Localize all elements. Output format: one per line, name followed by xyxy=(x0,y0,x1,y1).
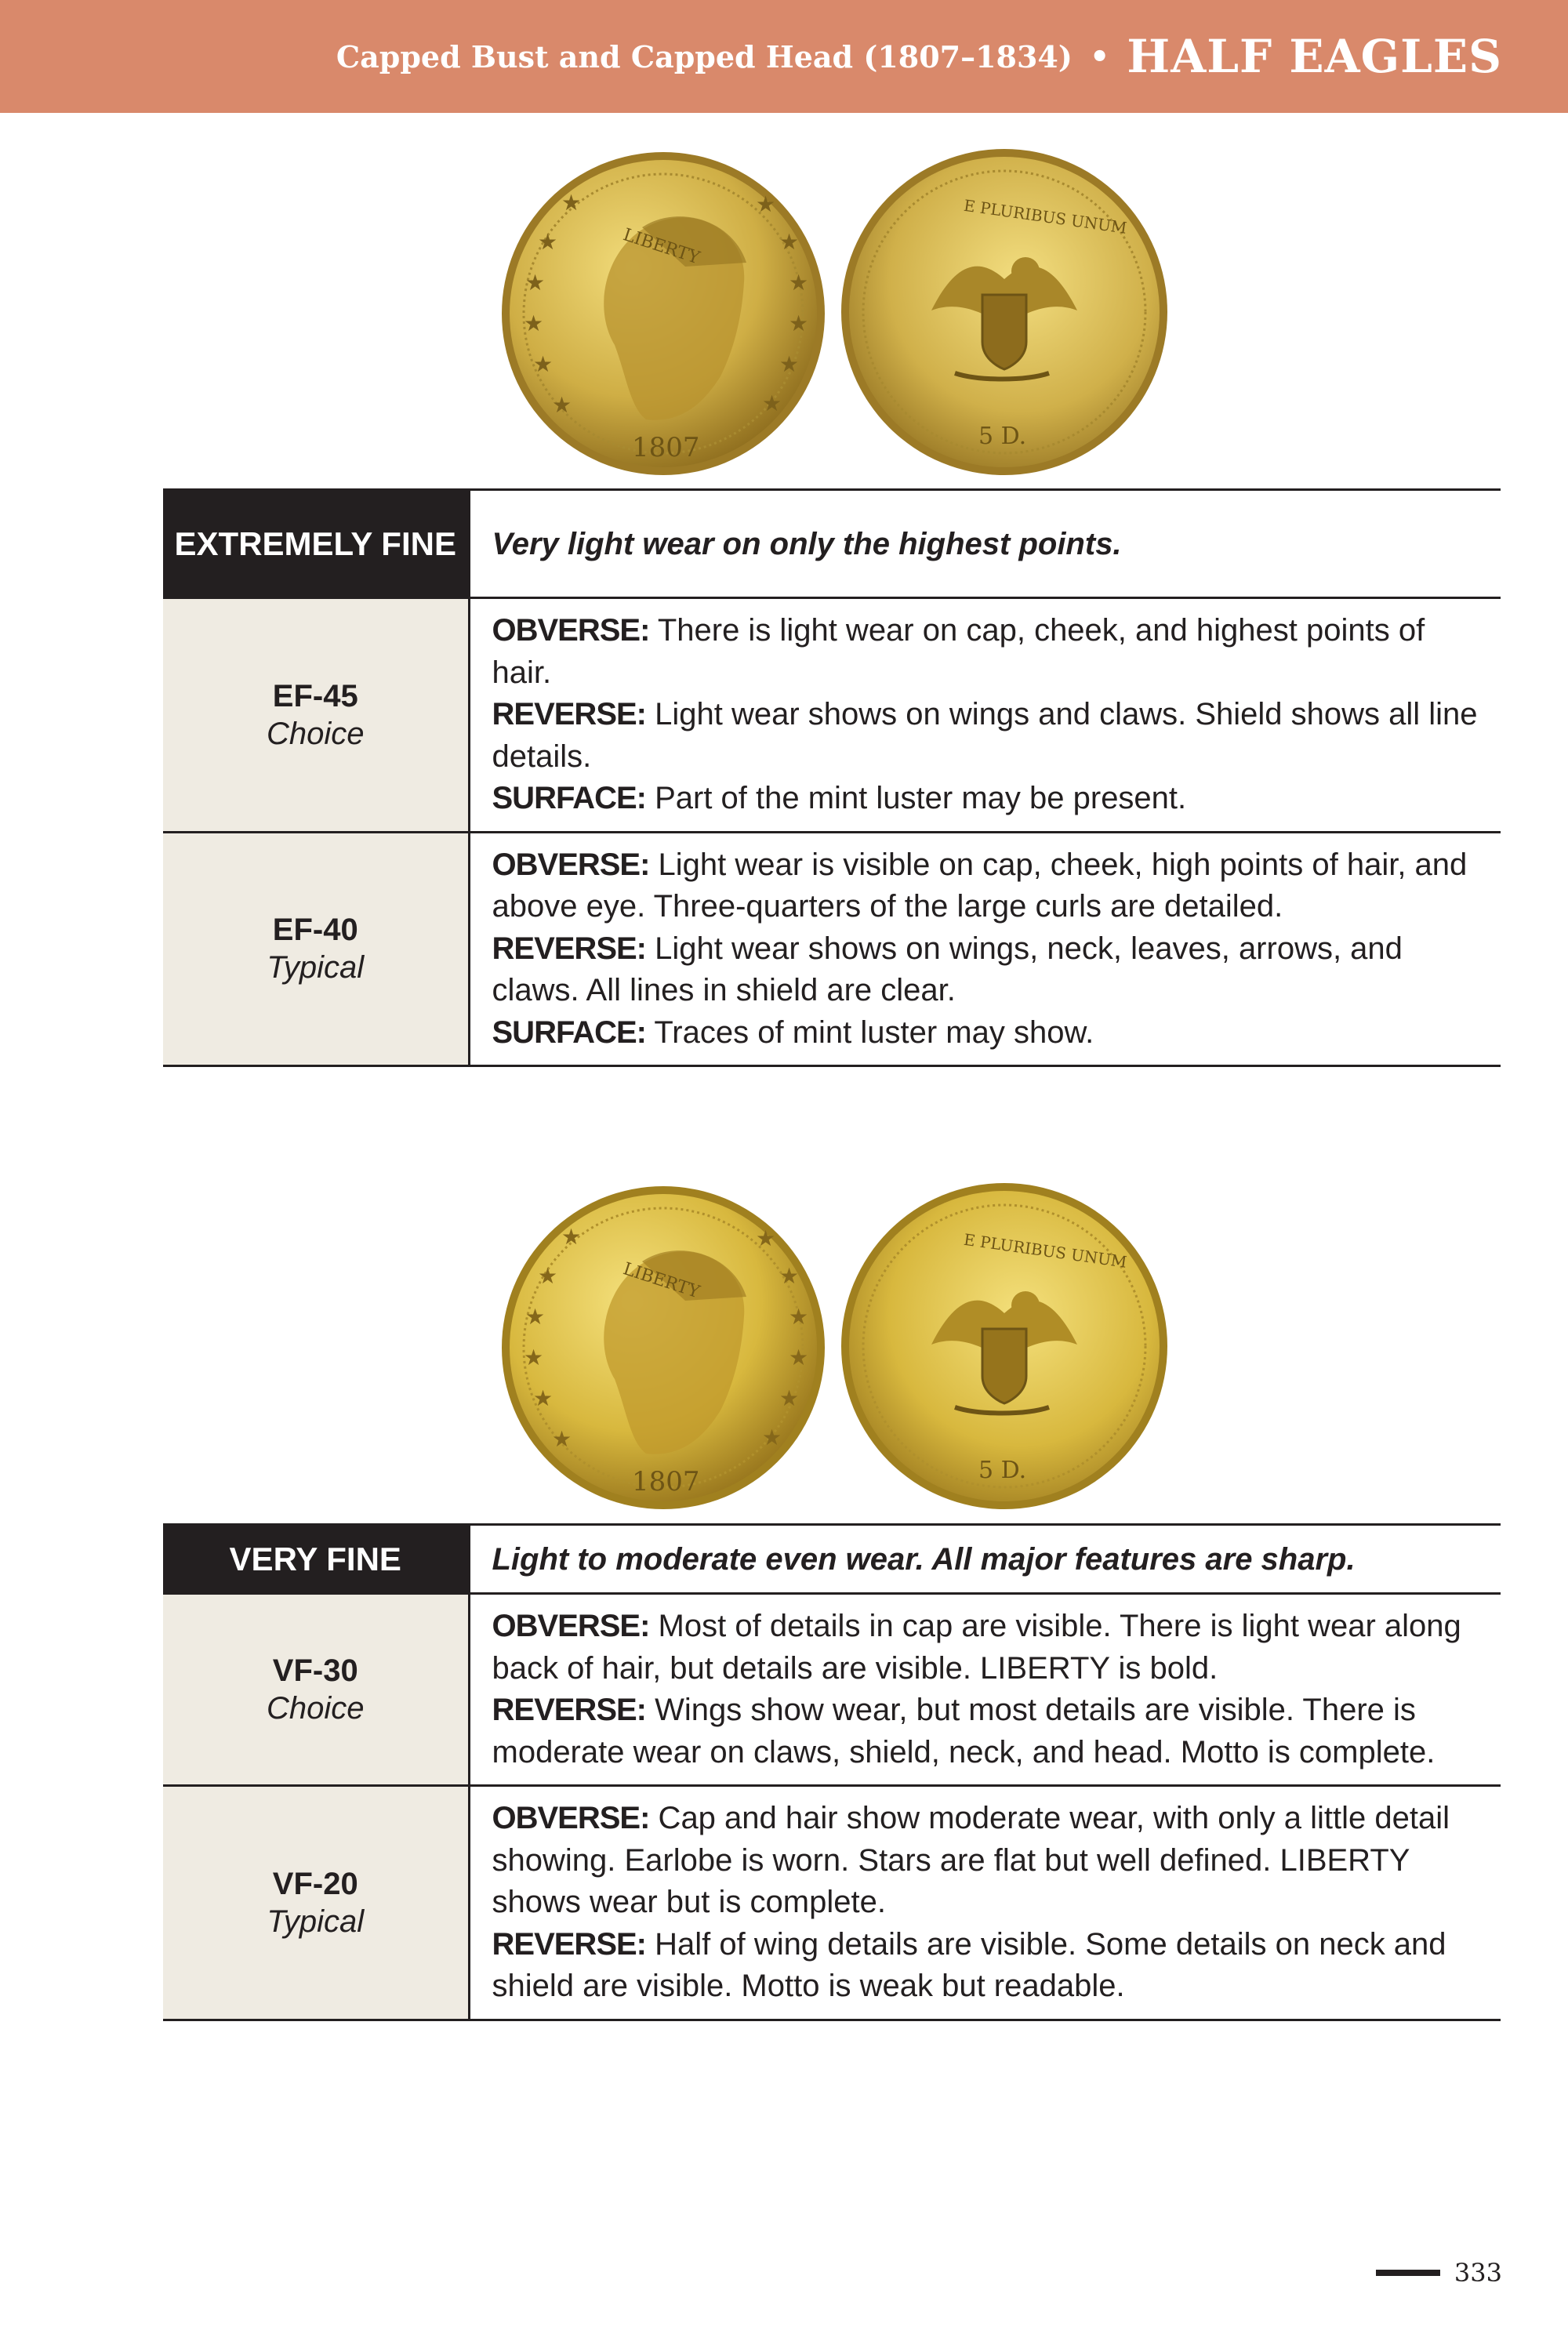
coin-images-vf xyxy=(0,1172,1568,1509)
grade-description xyxy=(469,1594,1501,1786)
grade-code: EF-40 xyxy=(272,913,358,948)
svg-text:E PLURIBUS UNUM: E PLURIBUS UNUM xyxy=(962,1229,1128,1272)
grade-quality: Choice xyxy=(266,1691,365,1726)
description-line: showing. Earlobe is worn. Stars are flat but well defined. LIBERTY xyxy=(492,1842,1410,1878)
description-line: above eye. Three-quarters of the large curls are detailed. xyxy=(492,889,1283,924)
page-number xyxy=(1376,2258,1502,2288)
svg-text:★: ★ xyxy=(779,1386,800,1410)
running-header xyxy=(0,0,1568,113)
header-separator: • xyxy=(1089,38,1110,75)
description-line: claws. All lines in shield are clear. xyxy=(492,973,956,1007)
svg-text:★: ★ xyxy=(533,352,554,376)
grade-label-cell xyxy=(163,1594,469,1786)
coin-obverse-image xyxy=(497,1183,829,1512)
grade-quality: Typical xyxy=(267,1904,365,1939)
svg-text:★: ★ xyxy=(789,311,809,336)
grade-code: EF-45 xyxy=(272,678,358,713)
svg-text:★: ★ xyxy=(561,1225,582,1249)
svg-text:★: ★ xyxy=(525,270,546,295)
svg-text:★: ★ xyxy=(525,1305,546,1329)
description-line: moderate wear on claws, shield, neck, and head. Motto is complete. xyxy=(492,1734,1436,1769)
svg-text:★: ★ xyxy=(779,230,800,254)
description-line: shield are visible. Motto is weak but readable. xyxy=(492,1969,1125,2003)
svg-text:★: ★ xyxy=(538,1264,558,1288)
coin-images-ef xyxy=(0,141,1568,478)
svg-text:★: ★ xyxy=(524,311,544,336)
grade-name: EXTREMELY FINE xyxy=(163,490,469,598)
grade-row xyxy=(163,832,1501,1066)
description-line: OBVERSE: There is light wear on cap, cheek, and highest points of xyxy=(492,613,1425,648)
coin-reverse-image xyxy=(837,146,1171,478)
svg-text:LIBERTY: LIBERTY xyxy=(620,225,702,269)
grade-label-cell xyxy=(163,598,469,833)
grade-code: VF-30 xyxy=(272,1653,358,1688)
description-line: shows wear but is complete. xyxy=(492,1885,886,1919)
svg-text:★: ★ xyxy=(524,1345,544,1370)
coin-reverse-image xyxy=(837,1180,1171,1512)
description-line: details. xyxy=(492,739,592,774)
page-number-rule xyxy=(1376,2270,1440,2276)
coin-obverse-image xyxy=(497,149,829,478)
page-number-text: 333 xyxy=(1454,2258,1502,2288)
header-subtitle: Capped Bust and Capped Head (1807–1834) xyxy=(336,38,1073,74)
grade-quality: Choice xyxy=(266,716,365,751)
grade-header-row xyxy=(163,1525,1501,1594)
description-line: REVERSE: Wings show wear, but most details are visible. There is xyxy=(492,1693,1416,1727)
svg-text:5 D.: 5 D. xyxy=(978,423,1027,450)
grade-name: VERY FINE xyxy=(163,1525,469,1594)
description-line: REVERSE: Light wear shows on wings and claws. Shield shows all line xyxy=(492,697,1478,731)
grade-quality: Typical xyxy=(267,950,365,985)
svg-text:★: ★ xyxy=(789,1345,809,1370)
description-line: OBVERSE: Cap and hair show moderate wear, with only a little detail xyxy=(492,1801,1450,1835)
grade-code: VF-20 xyxy=(272,1866,358,1901)
svg-text:★: ★ xyxy=(779,1264,800,1288)
svg-text:★: ★ xyxy=(779,352,800,376)
svg-text:★: ★ xyxy=(561,191,582,215)
description-line: OBVERSE: Most of details in cap are visible. There is light wear along xyxy=(492,1609,1461,1643)
grade-summary: Light to moderate even wear. All major features are sharp. xyxy=(469,1525,1501,1594)
grade-description xyxy=(469,1786,1501,2020)
header-title: HALF EAGLES xyxy=(1127,30,1502,83)
svg-text:★: ★ xyxy=(762,391,782,416)
description-line: SURFACE: Traces of mint luster may show. xyxy=(492,1014,1094,1050)
grade-description xyxy=(469,832,1501,1066)
svg-text:1807: 1807 xyxy=(632,432,700,463)
description-line: REVERSE: Half of wing details are visible. Some details on neck and xyxy=(492,1926,1446,1962)
description-line: hair. xyxy=(492,655,552,690)
grade-row xyxy=(163,598,1501,833)
grade-row xyxy=(163,1786,1501,2020)
grade-row xyxy=(163,1594,1501,1786)
svg-text:★: ★ xyxy=(538,230,558,254)
svg-text:★: ★ xyxy=(789,1305,809,1329)
grade-table-extremely-fine xyxy=(163,488,1501,1067)
grade-summary: Very light wear on only the highest points. xyxy=(469,490,1501,598)
description-line: SURFACE: Part of the mint luster may be present. xyxy=(492,781,1187,815)
description-line: back of hair, but details are visible. LIBERTY is bold. xyxy=(492,1650,1218,1686)
svg-text:★: ★ xyxy=(756,192,776,216)
svg-text:★: ★ xyxy=(552,393,572,417)
svg-text:5 D.: 5 D. xyxy=(978,1457,1027,1484)
svg-text:★: ★ xyxy=(552,1427,572,1451)
svg-text:LIBERTY: LIBERTY xyxy=(620,1259,702,1303)
svg-text:★: ★ xyxy=(762,1425,782,1450)
grade-label-cell xyxy=(163,832,469,1066)
description-line: OBVERSE: Light wear is visible on cap, cheek, high points of hair, and xyxy=(492,847,1468,882)
description-line: REVERSE: Light wear shows on wings, neck, leaves, arrows, and xyxy=(492,931,1403,966)
grade-header-row xyxy=(163,490,1501,598)
svg-text:E PLURIBUS UNUM: E PLURIBUS UNUM xyxy=(962,195,1128,238)
grade-label-cell xyxy=(163,1786,469,2020)
svg-text:1807: 1807 xyxy=(632,1466,700,1497)
svg-text:★: ★ xyxy=(789,270,809,295)
grade-description xyxy=(469,598,1501,833)
grade-table-very-fine xyxy=(163,1523,1501,2021)
svg-text:★: ★ xyxy=(756,1226,776,1250)
svg-text:★: ★ xyxy=(533,1386,554,1410)
